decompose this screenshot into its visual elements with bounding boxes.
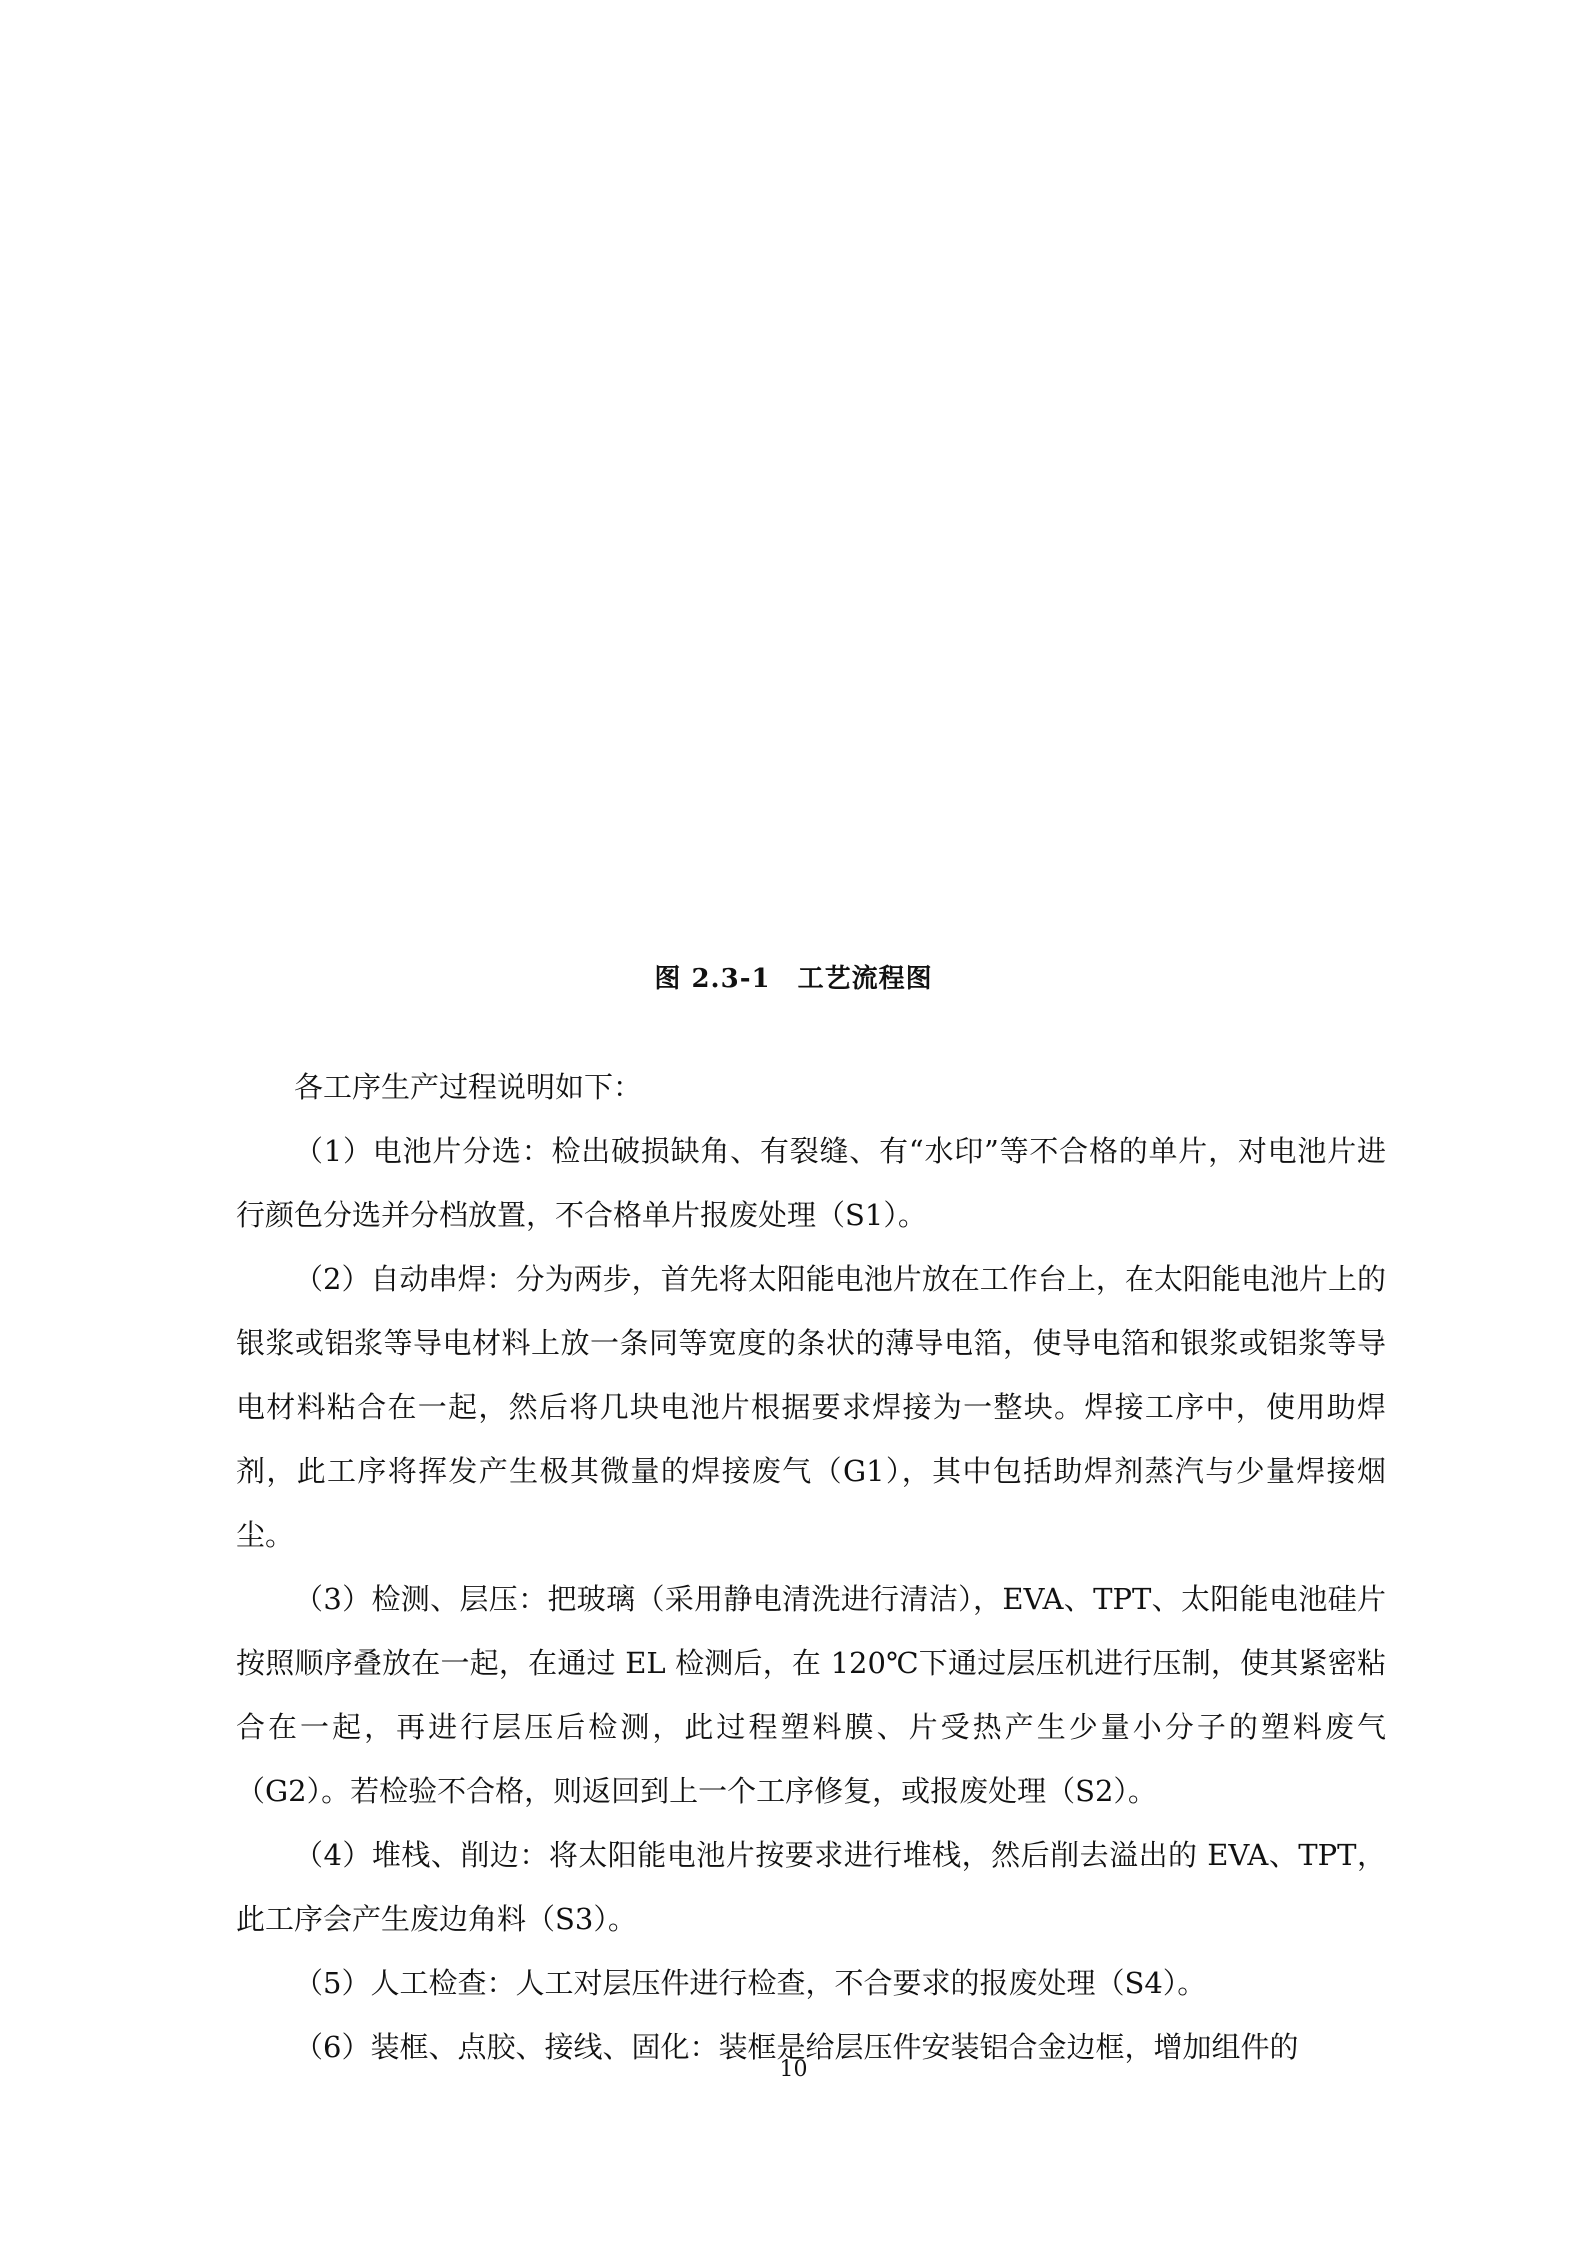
figure-caption: 图 2.3-1 工艺流程图 xyxy=(654,964,933,994)
step-4-paragraph: （4）堆栈、削边：将太阳能电池片按要求进行堆栈，然后削去溢出的 EVA、TPT，此工序会产生废边角料（S3）。 xyxy=(236,1838,1386,1936)
process-description xyxy=(236,1055,1386,2079)
step-5-paragraph: （5）人工检查：人工对层压件进行检查，不合要求的报废处理（S4）。 xyxy=(294,1966,1207,2000)
step-6-paragraph: （6）装框、点胶、接线、固化：装框是给层压件安装铝合金边框，增加组件的 xyxy=(294,2030,1299,2064)
step-1-paragraph: （1）电池片分选：检出破损缺角、有裂缝、有“水印”等不合格的单片，对电池片进行颜色分选并分档放置，不合格单片报废处理（S1）。 xyxy=(236,1134,1386,1232)
step-2-paragraph: （2）自动串焊：分为两步，首先将太阳能电池片放在工作台上，在太阳能电池片上的银浆或铝浆等导电材料上放一条同等宽度的条状的薄导电箔，使导电箔和银浆或铝浆等导电材料粘合在一起，然后将几块电池片根据要求焊接为一整块。焊接工序中，使用助焊剂，此工序将挥发产生极其微量的焊接废气（G1），其中包括助焊剂蒸汽与少量焊接烟尘。 xyxy=(236,1262,1386,1552)
process-flow-figure-area xyxy=(240,60,1347,940)
step-3-paragraph: （3）检测、层压：把玻璃（采用静电清洗进行清洁），EVA、TPT、太阳能电池硅片按照顺序叠放在一起，在通过 EL 检测后，在 120℃下通过层压机进行压制，使其紧密粘合在一起，再进行层压后检测，此过程塑料膜、片受热产生少量小分子的塑料废气（G2）。若检验不合格，则返回到上一个工序修复，或报废处理（S2）。 xyxy=(236,1582,1386,1808)
intro-paragraph: 各工序生产过程说明如下： xyxy=(294,1070,643,1104)
page-number: 10 xyxy=(779,2057,808,2082)
